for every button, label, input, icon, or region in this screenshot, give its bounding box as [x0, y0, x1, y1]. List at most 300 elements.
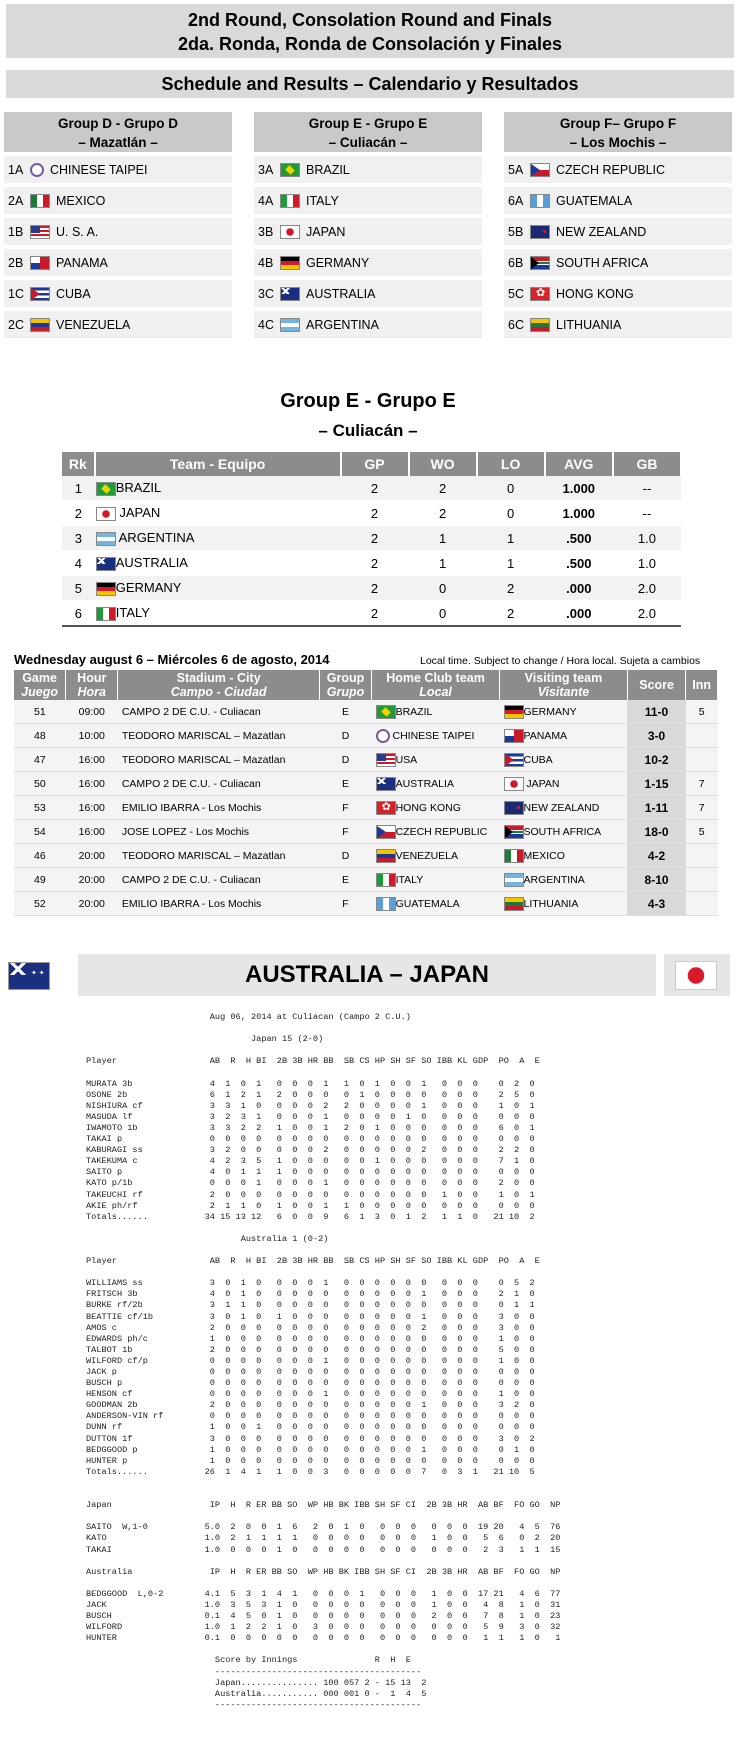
taipei-flag-icon [376, 729, 390, 743]
group-letter: F [319, 796, 371, 820]
rank-cell: 5 [62, 576, 95, 601]
team-name: ARGENTINA [306, 317, 379, 332]
team-seed: 6A [508, 193, 524, 208]
gp-cell: 2 [341, 526, 409, 551]
header-english: Home Club team [386, 671, 485, 685]
usa-flag-icon [30, 225, 50, 239]
team-seed: 1C [8, 286, 24, 301]
brazil-flag-icon [376, 705, 396, 719]
gb-cell: 1.0 [613, 526, 681, 551]
box-score-line: TAKEKUMA c 4 2 3 5 1 0 0 0 0 0 1 0 0 0 0 0 0 7 1 0 [86, 1156, 535, 1167]
schedule-header-cell [372, 670, 500, 700]
cuba-flag-icon [30, 287, 50, 301]
team-name: CHINESE TAIPEI [50, 162, 148, 177]
innings [686, 748, 718, 772]
box-score-line: ---------------------------------------- [86, 1699, 422, 1710]
box-score-line: DUNN rf 1 0 0 1 0 0 0 0 0 0 0 0 0 0 0 0 0 0 0 0 [86, 1422, 535, 1433]
group-team-row [4, 156, 232, 183]
brazil-flag-icon [96, 482, 116, 496]
standings-row [62, 501, 681, 526]
team-cell [95, 476, 341, 501]
team-name: HONG KONG [556, 286, 634, 301]
visiting-team-name: GERMANY [523, 705, 577, 718]
header-english: Visiting team [524, 671, 603, 685]
header-spanish: Campo - Ciudad [170, 685, 267, 699]
schedule-header-cell [627, 670, 685, 700]
group-team-row [504, 311, 732, 338]
team-seed: 5B [508, 224, 524, 239]
rank-cell: 6 [62, 601, 95, 627]
visiting-team-name: CUBA [523, 753, 553, 766]
visiting-team [500, 796, 628, 820]
box-score-line: HUNTER 0.1 0 0 0 0 0 0 0 0 0 0 0 0 0 0 0 1 1 1 0 1 [86, 1633, 561, 1644]
lithuania-flag-icon [504, 897, 524, 911]
visiting-team [500, 700, 628, 724]
box-score-line: JACK 1.0 3 5 3 1 0 0 0 0 0 0 0 0 1 0 0 4 8 1 0 31 [86, 1599, 561, 1610]
header-spanish: Grupo [326, 685, 365, 699]
schedule-header-cell [500, 670, 628, 700]
box-score-line: Japan............... 100 057 2 - 15 13 2 [86, 1677, 427, 1688]
stadium-city: EMILIO IBARRA - Los Mochis [118, 892, 320, 916]
home-team-name: GUATEMALA [395, 897, 460, 910]
group-team-row [4, 280, 232, 307]
group-letter: F [319, 820, 371, 844]
team-name: CUBA [56, 286, 91, 301]
box-score-line: TAKAI 1.0 0 0 0 1 0 0 0 0 0 0 0 0 0 0 0 2 3 1 1 15 [86, 1544, 561, 1555]
team-seed: 6C [508, 317, 524, 332]
box-score-line: Player AB R H BI 2B 3B HR BB SB CS HP SH SF SO IBB KL GDP PO A E [86, 1056, 540, 1067]
team-cell [95, 526, 341, 551]
game-number: 50 [14, 772, 66, 796]
box-score-line: TALBOT 1b 2 0 0 0 0 0 0 0 0 0 0 0 0 0 0 0 0 5 0 0 [86, 1344, 535, 1355]
team-seed: 2C [8, 317, 24, 332]
group-team-row [4, 249, 232, 276]
lo-cell: 2 [477, 601, 545, 627]
game-number: 52 [14, 892, 66, 916]
team-name: GERMANY [306, 255, 370, 270]
box-score-line: DUTTON 1f 3 0 0 0 0 0 0 0 0 0 0 0 0 0 0 0 0 3 0 2 [86, 1433, 535, 1444]
group-header [504, 112, 732, 152]
game-number: 48 [14, 724, 66, 748]
score: 10-2 [627, 748, 685, 772]
header-english: Hour [77, 671, 107, 685]
standings-header-cell: WO [409, 452, 477, 476]
header-spanish: Hora [77, 685, 106, 699]
italy-flag-icon [376, 873, 396, 887]
italy-flag-icon [96, 607, 116, 621]
stadium-city: CAMPO 2 DE C.U. - Culiacan [118, 700, 320, 724]
home-team [372, 868, 500, 892]
box-score-line: Player AB R H BI 2B 3B HR BB SB CS HP SH SF SO IBB KL GDP PO A E [86, 1256, 540, 1267]
page-title-spanish: 2da. Ronda, Ronda de Consolación y Finales [177, 34, 563, 54]
box-score-line: ANDERSON-VIN rf 0 0 0 0 0 0 0 0 0 0 0 0 0 0 0 0 0 0 0 0 [86, 1411, 535, 1422]
team-name: MEXICO [56, 193, 106, 208]
venezuela-flag-icon [376, 849, 396, 863]
standings-header-cell: LO [477, 452, 545, 476]
header-english: Inn [692, 678, 711, 692]
group-team-row [504, 187, 732, 214]
score: 4-2 [627, 844, 685, 868]
japan-flag-icon [504, 777, 524, 791]
group-team-row [4, 218, 232, 245]
innings: 7 [686, 796, 718, 820]
group-team-row [254, 249, 482, 276]
team-seed: 5C [508, 286, 524, 301]
page-title-band [6, 4, 734, 58]
brazil-flag-icon [280, 163, 300, 177]
score: 8-10 [627, 868, 685, 892]
gp-cell: 2 [341, 476, 409, 501]
schedule-note: Local time. Subject to change / Hora local. Sujeta a cambios [420, 655, 701, 667]
visiting-team [500, 844, 628, 868]
group-title: Group E - Grupo E [308, 116, 428, 131]
header-spanish: Visitante [537, 685, 590, 699]
argentina-flag-icon [96, 532, 116, 546]
game-number: 47 [14, 748, 66, 772]
hk-flag-icon [376, 801, 396, 815]
sa-flag-icon [530, 256, 550, 270]
wo-cell: 1 [409, 526, 477, 551]
stadium-city: CAMPO 2 DE C.U. - Culiacan [118, 772, 320, 796]
innings [686, 868, 718, 892]
game-row [14, 772, 718, 796]
home-team [372, 748, 500, 772]
score: 1-15 [627, 772, 685, 796]
box-score-line: MASUDA lf 3 2 3 1 0 0 0 1 0 0 0 0 1 0 0 0 0 0 0 0 [86, 1111, 535, 1122]
home-team-name: ITALY [395, 873, 424, 886]
team-cell [95, 551, 341, 576]
gb-cell: 2.0 [613, 601, 681, 627]
group-letter: E [319, 772, 371, 796]
gp-cell: 2 [341, 501, 409, 526]
game-row [14, 868, 718, 892]
group-city: – Culiacán – [328, 135, 408, 150]
czech-flag-icon [376, 825, 396, 839]
visiting-team-name: LITHUANIA [523, 897, 579, 910]
gp-cell: 2 [341, 551, 409, 576]
box-score-line: Aug 06, 2014 at Culiacan (Campo 2 C.U.) [86, 1012, 411, 1022]
innings: 5 [686, 700, 718, 724]
guatemala-flag-icon [376, 897, 396, 911]
visiting-team [500, 868, 628, 892]
game-row [14, 844, 718, 868]
team-name: GUATEMALA [556, 193, 633, 208]
standings-header-cell: GB [613, 452, 681, 476]
game-row [14, 748, 718, 772]
header-english: Game [22, 671, 57, 685]
standings-row [62, 526, 681, 551]
box-score-line: Score by Innings R H E [86, 1655, 411, 1666]
team-seed: 5A [508, 162, 524, 177]
avg-cell: 1.000 [545, 476, 613, 501]
guatemala-flag-icon [530, 194, 550, 208]
czech-flag-icon [530, 163, 550, 177]
visiting-team-name: MEXICO [523, 849, 565, 862]
group-team-row [254, 280, 482, 307]
team-seed: 2B [8, 255, 24, 270]
box-score-line: KATO p/1b 0 0 0 1 0 0 0 1 0 0 0 0 0 0 0 0 0 2 0 0 [86, 1178, 535, 1189]
box-score-line: BEDGGOOD L,0-2 4.1 5 3 1 4 1 0 0 0 1 0 0 0 1 0 0 17 21 4 6 77 [86, 1588, 561, 1599]
box-score-line: Australia........... 000 001 0 - 1 4 5 [86, 1688, 427, 1699]
team-seed: 3C [258, 286, 274, 301]
standings-city: – Culiacán – [318, 421, 418, 440]
argentina-flag-icon [280, 318, 300, 332]
avg-cell: .000 [545, 576, 613, 601]
team-name: SOUTH AFRICA [556, 255, 649, 270]
team-name: ITALY [306, 193, 339, 208]
home-team-name: HONG KONG [395, 801, 461, 814]
japan-flag-icon [96, 507, 116, 521]
box-score-line: AMOS c 2 0 0 0 0 0 0 0 0 0 0 0 0 2 0 0 0 3 0 0 [86, 1322, 535, 1333]
game-row [14, 796, 718, 820]
group-column [4, 112, 232, 338]
schedule-header-cell [118, 670, 320, 700]
wo-cell: 0 [409, 601, 477, 627]
group-team-row [504, 218, 732, 245]
box-score-line: BUSCH p 0 0 0 0 0 0 0 0 0 0 0 0 0 0 0 0 0 0 0 0 [86, 1378, 535, 1389]
home-team [372, 700, 500, 724]
team-seed: 2A [8, 193, 24, 208]
avg-cell: .000 [545, 601, 613, 627]
score: 1-11 [627, 796, 685, 820]
standings-header-cell: GP [341, 452, 409, 476]
group-column [254, 112, 482, 338]
box-score-line: ---------------------------------------- [86, 1666, 422, 1677]
gp-cell: 2 [341, 576, 409, 601]
team-name: BRAZIL [115, 480, 162, 496]
cuba-flag-icon [504, 753, 524, 767]
wo-cell: 2 [409, 501, 477, 526]
team-seed: 4B [258, 255, 274, 270]
visiting-team-name: SOUTH AFRICA [523, 825, 602, 838]
box-score-line: Japan IP H R ER BB SO WP HB BK IBB SH SF CI 2B 3B HR AB BF FO GO NP [86, 1500, 561, 1511]
gb-cell: -- [613, 476, 681, 501]
schedule-date: Wednesday august 6 – Miércoles 6 de agosto, 2014 [14, 652, 330, 667]
visiting-team [500, 724, 628, 748]
venezuela-flag-icon [30, 318, 50, 332]
group-title: Group D - Grupo D [58, 116, 178, 131]
group-header [254, 112, 482, 152]
rank-cell: 1 [62, 476, 95, 501]
lo-cell: 1 [477, 551, 545, 576]
visiting-team [500, 772, 628, 796]
group-letter: E [319, 868, 371, 892]
team-name: ARGENTINA [115, 530, 195, 546]
group-letter: F [319, 892, 371, 916]
home-team [372, 844, 500, 868]
group-team-row [254, 311, 482, 338]
box-score-line: KABURAGI ss 3 2 0 0 0 0 0 2 0 0 0 0 0 2 0 0 0 2 2 0 [86, 1145, 535, 1156]
panama-flag-icon [504, 729, 524, 743]
innings [686, 844, 718, 868]
header-english: Group [326, 671, 365, 685]
game-hour: 16:00 [66, 820, 118, 844]
visiting-team [500, 892, 628, 916]
lo-cell: 2 [477, 576, 545, 601]
argentina-flag-icon [504, 873, 524, 887]
visiting-team-name: NEW ZEALAND [523, 801, 600, 814]
home-team-name: BRAZIL [395, 705, 433, 718]
box-score-line: NISHIURA cf 3 3 1 0 0 0 0 2 2 0 0 0 0 1 0 0 0 1 0 1 [86, 1100, 535, 1111]
australia-flag-icon [376, 777, 396, 791]
australia-flag-icon [280, 287, 300, 301]
japan-flag-icon [280, 225, 300, 239]
game-number: 46 [14, 844, 66, 868]
stadium-city: JOSE LOPEZ - Los Mochis [118, 820, 320, 844]
lithuania-flag-icon [530, 318, 550, 332]
innings [686, 892, 718, 916]
avg-cell: .500 [545, 526, 613, 551]
wo-cell: 2 [409, 476, 477, 501]
box-score-line: Totals...... 34 15 13 12 6 0 0 9 6 1 3 0 1 2 1 1 0 21 10 2 [86, 1211, 535, 1222]
wo-cell: 1 [409, 551, 477, 576]
group-team-row [254, 156, 482, 183]
lo-cell: 0 [477, 501, 545, 526]
schedule-header-cell [319, 670, 371, 700]
box-score-line: HUNTER p 1 0 0 0 0 0 0 0 0 0 0 0 0 0 0 0 0 0 0 0 [86, 1455, 535, 1466]
innings: 7 [686, 772, 718, 796]
page-title: 2nd Round, Consolation Round and Finals [188, 10, 552, 30]
gb-cell: -- [613, 501, 681, 526]
group-column [504, 112, 732, 338]
box-score-line: AKIE ph/rf 2 1 1 0 1 0 0 1 1 0 0 0 0 0 0 0 0 0 0 0 [86, 1200, 535, 1211]
visiting-team-name: ARGENTINA [523, 873, 585, 886]
matchup-title: AUSTRALIA – JAPAN [78, 954, 656, 996]
schedule-header-cell [686, 670, 718, 700]
team-seed: 3B [258, 224, 274, 239]
header-spanish: Juego [21, 685, 58, 699]
box-score-line: WILFORD 1.0 1 2 2 1 0 3 0 0 0 0 0 0 0 0 0 5 9 3 0 32 [86, 1622, 561, 1633]
gp-cell: 2 [341, 601, 409, 627]
germany-flag-icon [504, 705, 524, 719]
game-number: 49 [14, 868, 66, 892]
box-score-line: SAITO p 4 0 1 1 1 0 0 0 0 0 0 0 0 0 0 0 0 0 0 0 [86, 1167, 535, 1178]
group-team-row [4, 311, 232, 338]
usa-flag-icon [376, 753, 396, 767]
visiting-team [500, 820, 628, 844]
home-team [372, 724, 500, 748]
team-seed: 3A [258, 162, 274, 177]
stadium-city: TEODORO MARISCAL – Mazatlan [118, 724, 320, 748]
box-score-line: KATO 1.0 2 1 1 1 1 0 0 0 0 0 0 0 1 0 0 5 6 0 2 20 [86, 1533, 561, 1544]
box-score-line: EDWARDS ph/c 1 0 0 0 0 0 0 0 0 0 0 0 0 0 0 0 0 1 0 0 [86, 1333, 535, 1344]
team-name: GERMANY [115, 580, 182, 596]
standings-row [62, 601, 681, 627]
visiting-team [500, 748, 628, 772]
avg-cell: .500 [545, 551, 613, 576]
score: 11-0 [627, 700, 685, 724]
game-row [14, 724, 718, 748]
box-score-line: IWAMOTO 1b 3 3 2 2 1 0 0 1 2 0 1 0 0 0 0 0 0 6 0 1 [86, 1122, 535, 1133]
team-seed: 4C [258, 317, 274, 332]
standings-title: Group E - Grupo E [280, 390, 456, 412]
box-score-line: BEDGGOOD p 1 0 0 0 0 0 0 0 0 0 0 0 0 1 0 0 0 0 1 0 [86, 1444, 535, 1455]
team-cell [95, 601, 341, 627]
schedule-table [14, 670, 718, 916]
group-team-row [504, 280, 732, 307]
team-name: AUSTRALIA [115, 555, 188, 571]
gb-cell: 2.0 [613, 576, 681, 601]
stadium-city: CAMPO 2 DE C.U. - Culiacan [118, 868, 320, 892]
game-hour: 20:00 [66, 844, 118, 868]
game-row [14, 820, 718, 844]
matchup-header [0, 954, 736, 998]
group-team-row [504, 156, 732, 183]
standings-header-cell: AVG [545, 452, 613, 476]
game-hour: 16:00 [66, 772, 118, 796]
game-row [14, 892, 718, 916]
standings-row [62, 576, 681, 601]
taipei-flag-icon [30, 163, 44, 177]
box-score-line: WILFORD cf/p 0 0 0 0 0 0 0 1 0 0 0 0 0 0 0 0 0 1 0 0 [86, 1355, 535, 1366]
box-score [86, 1012, 560, 1711]
box-score-line: JACK p 0 0 0 0 0 0 0 0 0 0 0 0 0 0 0 0 0 0 0 0 [86, 1367, 535, 1377]
score: 4-3 [627, 892, 685, 916]
box-score-line: FRITSCH 3b 4 0 1 0 0 0 0 0 0 0 0 0 0 1 0 0 0 2 1 0 [86, 1289, 535, 1300]
visiting-team-name: PANAMA [523, 729, 568, 742]
nz-flag-icon [530, 225, 550, 239]
team-seed: 1B [8, 224, 24, 239]
box-score-line: OSONE 2b 6 1 2 1 2 0 0 0 0 1 0 0 0 0 0 0 0 2 5 0 [86, 1089, 535, 1100]
box-score-line: BURKE rf/2b 3 1 1 0 0 0 0 0 0 0 0 0 0 0 0 0 0 0 1 1 [86, 1300, 535, 1311]
box-score-line: Totals...... 26 1 4 1 1 0 0 3 0 0 0 0 0 7 0 3 1 21 10 5 [86, 1466, 535, 1477]
lo-cell: 1 [477, 526, 545, 551]
sa-flag-icon [504, 825, 524, 839]
team-name: U. S. A. [56, 224, 99, 239]
schedule-title: Schedule and Results – Calendario y Resultados [6, 70, 734, 98]
box-score-line: TAKEUCHI rf 2 0 0 0 0 0 0 0 0 0 0 0 0 0 1 0 0 1 0 1 [86, 1189, 535, 1200]
box-score-line: Australia IP H R ER BB SO WP HB BK IBB SH SF CI 2B 3B HR AB BF FO GO NP [86, 1566, 561, 1577]
game-number: 53 [14, 796, 66, 820]
game-hour: 20:00 [66, 892, 118, 916]
germany-flag-icon [96, 582, 116, 596]
group-letter: D [319, 844, 371, 868]
game-number: 51 [14, 700, 66, 724]
team-name: JAPAN [115, 505, 161, 521]
home-team [372, 892, 500, 916]
mexico-flag-icon [504, 849, 524, 863]
wo-cell: 0 [409, 576, 477, 601]
team-name: AUSTRALIA [306, 286, 376, 301]
game-row [14, 700, 718, 724]
team-seed: 1A [8, 162, 24, 177]
group-team-row [254, 218, 482, 245]
team-seed: 6B [508, 255, 524, 270]
team-cell [95, 501, 341, 526]
japan-flag-box [664, 954, 730, 996]
team-name: BRAZIL [306, 162, 350, 177]
team-name: ITALY [115, 605, 150, 621]
game-hour: 16:00 [66, 796, 118, 820]
group-letter: E [319, 700, 371, 724]
game-number: 54 [14, 820, 66, 844]
panama-flag-icon [30, 256, 50, 270]
header-english: Score [639, 678, 674, 692]
group-header [4, 112, 232, 152]
hk-flag-icon [530, 287, 550, 301]
home-team [372, 772, 500, 796]
box-score-line: WILLIAMS ss 3 0 1 0 0 0 0 1 0 0 0 0 0 0 0 0 0 0 5 2 [86, 1278, 535, 1289]
box-score-line: BEATTIE cf/1b 3 0 1 0 1 0 0 0 0 0 0 0 0 1 0 0 0 3 0 0 [86, 1311, 535, 1322]
schedule-header-cell [14, 670, 66, 700]
group-team-row [254, 187, 482, 214]
team-seed: 4A [258, 193, 274, 208]
home-team-name: AUSTRALIA [395, 777, 454, 790]
team-cell [95, 576, 341, 601]
stadium-city: TEODORO MARISCAL – Mazatlan [118, 844, 320, 868]
score: 3-0 [627, 724, 685, 748]
home-team-name: CHINESE TAIPEI [389, 729, 475, 742]
